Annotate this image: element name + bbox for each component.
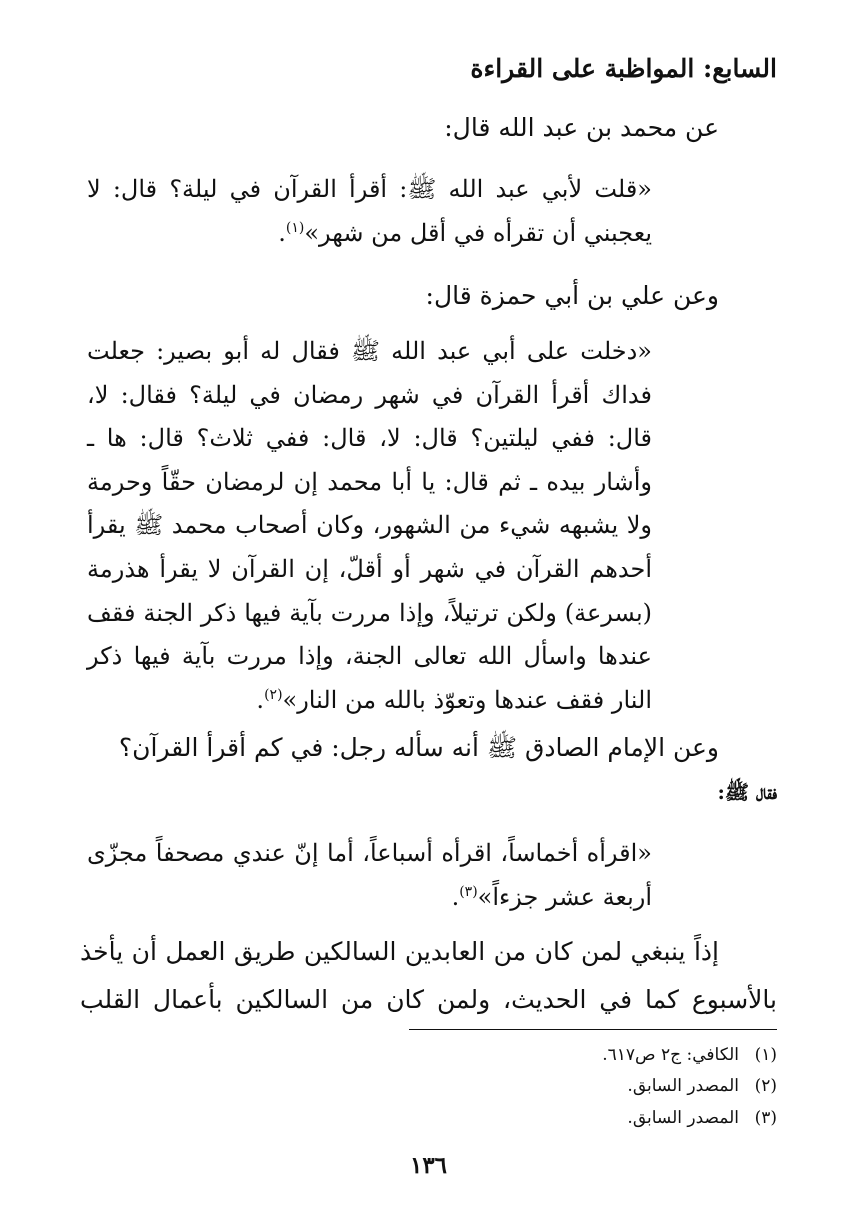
quote-line: وأشار بيده ـ ثم قال: يا أبا محمد إن لرمضان حقّاً وحرمة xyxy=(87,467,652,496)
narration-paragraph-3 xyxy=(80,724,719,772)
quote-line: (بسرعة) ولكن ترتيلاً، وإذا مررت بآية فيها ذكر الجنة فقف xyxy=(87,598,652,627)
paragraph-line: وعن الإمام الصادق ﷺ أنه سأله رجل: في كم أقرأ القرآن؟ xyxy=(118,733,719,762)
quote-line: ولا يشبهه شيء من الشهور، وكان أصحاب محمد ﷺ يقرأ xyxy=(87,511,652,540)
footnote-2 xyxy=(627,1076,777,1096)
footnote-number: (١) xyxy=(754,1045,777,1065)
footnote-text: المصدر السابق. xyxy=(627,1108,739,1128)
quote-line: النار فقف عندها وتعوّذ بالله من النار»$^{(٢)}$. xyxy=(256,685,652,714)
footnote-ref-3[interactable]: (٣) xyxy=(459,883,478,900)
narration-paragraph-3-continuation: فقال ﷺ: xyxy=(717,780,777,804)
quote-line: أحدهم القرآن في شهر أو أقلّ، إن القرآن لا يقرأ هذرمة xyxy=(87,554,652,583)
paragraph-line: إذاً ينبغي لمن كان من العابدين السالكين طريق العمل أن يأخذ xyxy=(80,937,719,966)
narration-intro-2: وعن علي بن أبي حمزة قال: xyxy=(425,281,719,310)
section-heading: السابع: المواظبة على القراءة xyxy=(470,54,777,83)
quote-line: «اقرأه أخماساً، اقرأه أسباعاً، أما إنّ عندي مصحفاً مجزّى xyxy=(87,839,652,867)
page-number: ١٣٦ xyxy=(409,1152,448,1179)
quote-line: «دخلت على أبي عبد الله ﷺ فقال له أبو بصير: جعلت xyxy=(87,337,652,365)
quote-line: قال: ففي ليلتين؟ قال: لا، قال: ففي ثلاث؟ قال: ها ـ xyxy=(87,424,652,453)
footnote-ref-1[interactable]: (١) xyxy=(285,219,305,236)
footnote-divider xyxy=(409,1029,777,1030)
footnote-text: المصدر السابق. xyxy=(627,1076,739,1096)
footnote-ref-2[interactable]: (٢) xyxy=(264,686,283,703)
footnote-text: الكافي: ج٢ ص٦١٧. xyxy=(602,1045,739,1065)
quote-line: يعجبني أن تقرأه في أقل من شهر»$^{(١)}$. xyxy=(278,218,652,247)
hadith-quote-1 xyxy=(87,168,652,255)
body-paragraph-4 xyxy=(80,928,777,1024)
paragraph-line: بالأسبوع كما في الحديث، ولمن كان من السالكين بأعمال القلب xyxy=(80,985,777,1014)
footnote-1 xyxy=(602,1045,777,1065)
quote-line: عندها واسأل الله تعالى الجنة، وإذا مررت بآية فيها ذكر xyxy=(87,642,652,671)
footnote-3 xyxy=(627,1108,777,1128)
hadith-quote-3 xyxy=(87,832,652,919)
narration-intro-1: عن محمد بن عبد الله قال: xyxy=(444,113,719,142)
footnote-number: (٢) xyxy=(754,1076,777,1096)
quote-line: فداك أقرأ القرآن في شهر رمضان في ليلة؟ فقال: لا، xyxy=(87,380,653,409)
footnote-number: (٣) xyxy=(754,1108,777,1128)
quote-line: أربعة عشر جزءاً»$^{(٣)}$. xyxy=(451,882,652,911)
quote-line: «قلت لأبي عبد الله ﷺ: أقرأ القرآن في ليلة؟ قال: لا xyxy=(87,175,652,203)
hadith-quote-2 xyxy=(87,330,652,722)
